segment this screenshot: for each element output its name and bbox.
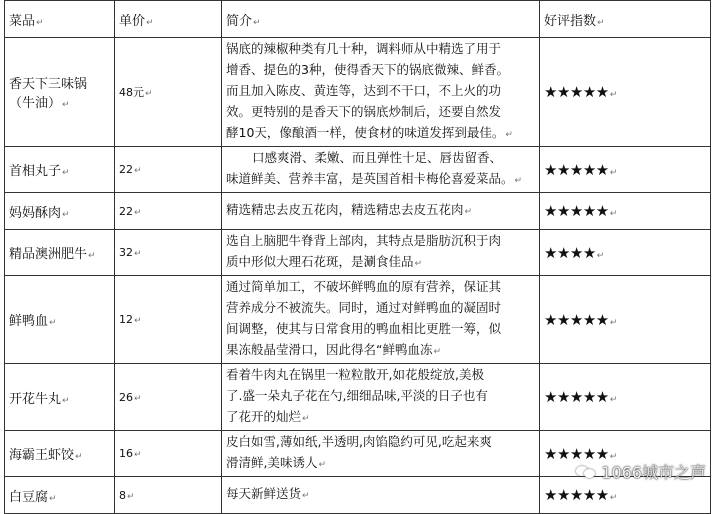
header-rating: 好评指数↵	[540, 1, 711, 38]
intro-line: 皮白如雪,薄如纸,半透明,肉馅隐约可见,吃起来爽	[226, 434, 492, 449]
header-row	[5, 1, 711, 38]
dish-name: 首相丸子↵	[5, 147, 115, 193]
dish-price: 8↵	[115, 477, 222, 514]
table-row	[5, 193, 711, 230]
intro-line: 质中形似大理石花斑，是涮食佳品↵	[226, 254, 423, 269]
dish-name: 香天下三味锅（牛油）↵	[5, 38, 115, 147]
dish-price: 48元↵	[115, 38, 222, 147]
dish-name: 海霸王虾饺↵	[5, 431, 115, 477]
menu-table	[4, 0, 711, 514]
dish-name: 妈妈酥肉↵	[5, 193, 115, 230]
intro-line: 选自上脑肥牛脊背上部肉，其特点是脂肪沉积于肉	[226, 233, 502, 248]
intro-line: 滑清鲜,美味诱人↵	[226, 455, 327, 470]
watermark-text: 1066城市之声	[601, 463, 706, 482]
intro-line: 了花开的灿烂↵	[226, 409, 310, 424]
dish-intro	[222, 364, 540, 431]
dish-intro	[222, 38, 540, 147]
dish-rating-stars: ★★★★★↵	[540, 147, 711, 193]
dish-intro	[222, 230, 540, 276]
intro-line: 间调整，使其与日常食用的鸭血相比更胜一筹，似	[226, 321, 502, 336]
dish-intro	[222, 276, 540, 364]
intro-line: 而且加入陈皮、黄连等，达到不干口，不上火的功	[226, 83, 502, 98]
intro-line: 口感爽滑、柔嫩、而且弹性十足、唇齿留香、	[252, 150, 503, 165]
table-row	[5, 38, 711, 147]
dish-name: 鲜鸭血↵	[5, 276, 115, 364]
intro-line: 通过简单加工，不破坏鲜鸭血的原有营养，保证其	[226, 279, 502, 294]
dish-price: 22↵	[115, 147, 222, 193]
dish-price: 12↵	[115, 276, 222, 364]
intro-line: 味道鲜美、营养丰富，是英国首相卡梅伦喜爱菜品。↵	[226, 171, 523, 186]
dish-price: 32↵	[115, 230, 222, 276]
intro-line: 果冻般晶莹滑口，因此得名“鲜鸭血冻↵	[226, 342, 442, 357]
dish-name: 精品澳洲肥牛↵	[5, 230, 115, 276]
intro-line: 精选精忠去皮五花肉，精选精忠去皮五花肉↵	[226, 202, 473, 217]
dish-intro	[222, 431, 540, 477]
dish-rating-stars: ★★★★★↵	[540, 477, 711, 514]
header-dish: 菜品↵	[5, 1, 115, 38]
dish-rating-stars: ★★★★★↵	[540, 193, 711, 230]
dish-rating-stars: ★★★★↵	[540, 230, 711, 276]
dish-price: 16↵	[115, 431, 222, 477]
menu-rows	[5, 38, 711, 514]
dish-rating-stars: ★★★★★↵	[540, 38, 711, 147]
intro-line: 锅底的辣椒种类有几十种，调料师从中精选了用于	[226, 41, 502, 56]
watermark	[576, 460, 706, 483]
table-row	[5, 364, 711, 431]
dish-rating-stars: ★★★★★↵	[540, 431, 711, 477]
table-row	[5, 276, 711, 364]
table-row	[5, 230, 711, 276]
dish-price: 22↵	[115, 193, 222, 230]
intro-line: 营养成分不被流失。同时，通过对鲜鸭血的凝固时	[226, 300, 502, 315]
dish-rating-stars: ★★★★★↵	[540, 276, 711, 364]
table-row	[5, 147, 711, 193]
intro-line: 酵10天，像酿酒一样，使食材的味道发挥到最佳。↵	[226, 125, 513, 140]
intro-line: 增香、提色的3种，使得香天下的锅底微辣、鲜香。	[226, 62, 509, 77]
dish-rating-stars: ★★★★★↵	[540, 364, 711, 431]
dish-intro	[222, 147, 540, 193]
dish-intro	[222, 477, 540, 514]
intro-line: 效。更特别的是香天下的锅底炒制后，还要自然发	[226, 104, 502, 119]
dish-price: 26↵	[115, 364, 222, 431]
intro-line: 看着牛肉丸在锅里一粒粒散开,如花般绽放,美极	[226, 367, 484, 382]
header-price: 单价↵	[115, 1, 222, 38]
dish-name: 开花牛丸↵	[5, 364, 115, 431]
intro-line: 每天新鲜送货↵	[226, 486, 310, 501]
chat-bubbles-icon	[576, 464, 596, 480]
dish-name: 白豆腐↵	[5, 477, 115, 514]
dish-intro	[222, 193, 540, 230]
intro-line: 了.盛一朵丸子花在勺,细细品味,平淡的日子也有	[226, 388, 488, 403]
header-intro: 简介↵	[222, 1, 540, 38]
